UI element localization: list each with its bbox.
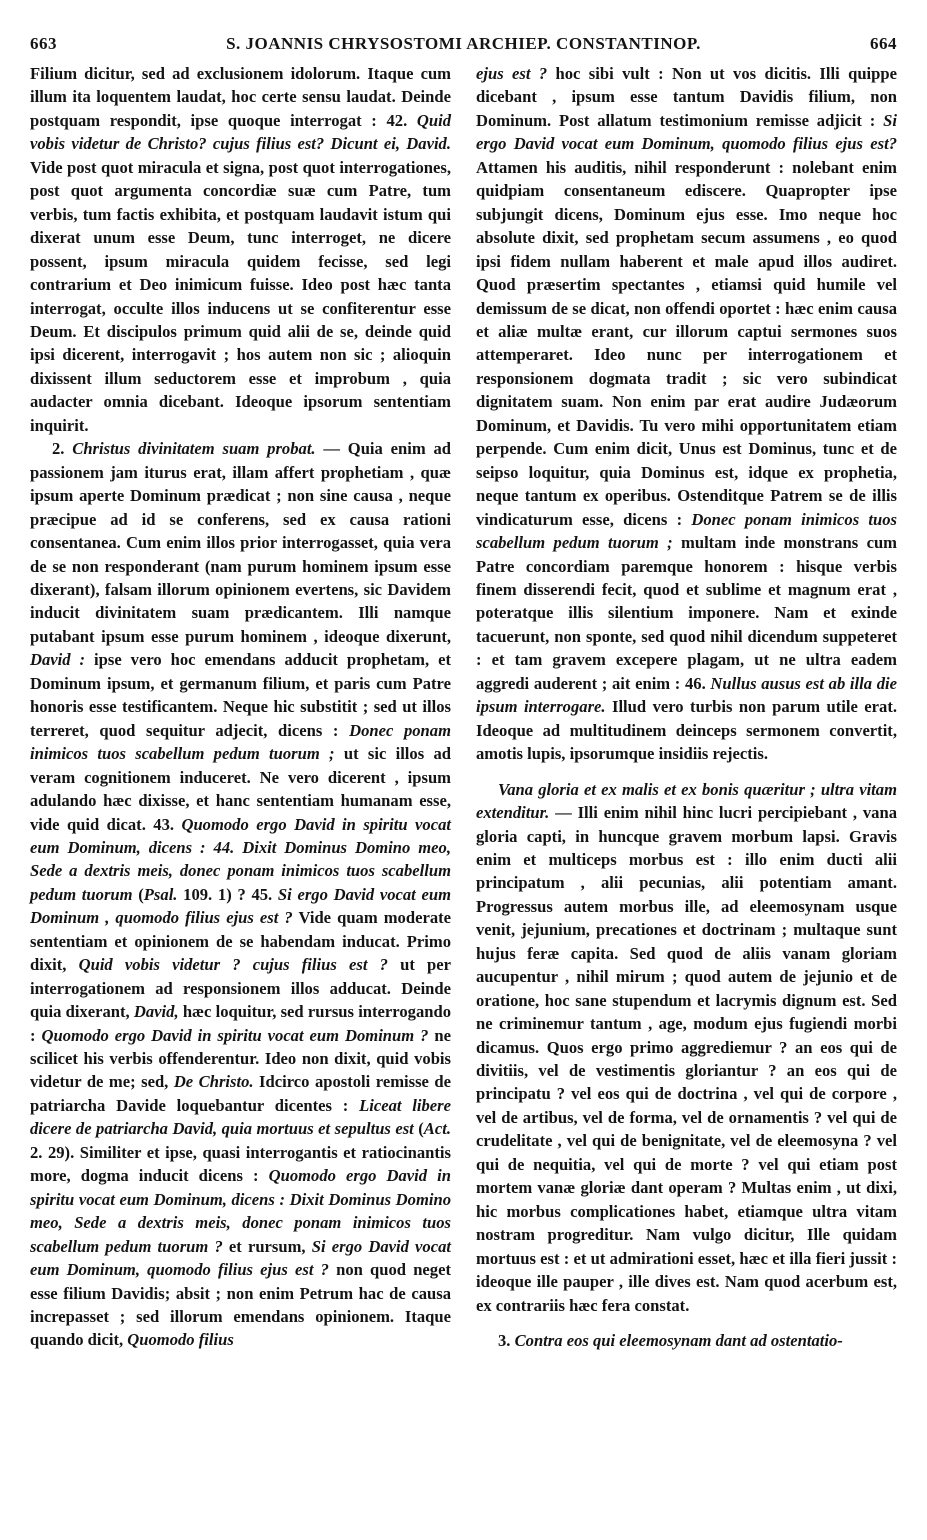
section-number: 3. [498,1331,515,1351]
running-title: S. JOANNIS CHRYSOSTOMI ARCHIEP. CONSTANTINOP. [226,34,701,53]
paragraph-section-2: 2. Christus divinitatem suam probat. — Quia enim ad passionem jam iturus erat, illam affert prophetiam , quæ ipsum aperte Dominum prædicat ; non sine causa , neque præcipue ad id se conferens, sed ex causa rationi consentanea. Cum enim illos prior interrogasset, quia vera de se non responderant (nam purum hominem ipsum esse dixerant), falsam illorum opinionem evertens, sic Davidem inducit divinitatem suam prædicantem. Illi namque putabant ipsum esse purum hominem , ideoque dixerunt, David : ipse vero hoc emendans adducit prophetam, et Dominum ipsum, et germanum filium, et paris cum Patre honoris esse testificantem. Neque hic substitit ; sed ut illos terreret, quod sequitur adjecit, dicens : Donec ponam inimicos tuos scabellum pedum tuorum ; ut sic illos ad veram cognitionem induceret. Ne vero dicerent , ipsum adulando hæc dixisse, et hanc sententiam humanam esse, vide quid dicat. 43. Quomodo ergo David in spiritu vocat eum Dominum, dicens : 44. Dixit Dominus Domino meo, Sede a dextris meis, donec ponam inimicos tuos scabellum pedum tuorum (Psal. 109. 1) ? 45. Si ergo David vocat eum Dominum , quomodo filius ejus est ? Vide quam moderate sententiam et opinionem de se habendam inducat. Primo dixit, Quid vobis videtur ? cujus filius est ? ut per interrogationem ad responsionem illos adducat. Deinde quia dixerant, David, hæc loquitur, sed rursus interrogando : Quomodo ergo David in spiritu vocat eum Dominum ? ne scilicet his verbis offenderentur. Ideo non dixit, quid vobis videtur de me; sed, De Christo. Idcirco apostoli remisse de patriarcha Davide loquebantur dicentes : Liceat libere dicere de patriarcha David, quia mortuus et sepultus est (Act. 2. 29). Similiter et ipse, quasi interrogantis et ratiocinantis more, dogma inducit dicens : Quomodo ergo David in spiritu vocat eum Dominum, dicens : Dixit Dominus Domino meo, Sede a dextris meis, donec ponam inimicos tuos scabellum pedum tuorum ? et rursum, Si ergo David vocat eum Dominum, quomodo filius ejus est ? non quod neget esse filium Davidis; absit ; non enim Petrum hac de causa increpasset ; sed illorum emendans opinionem. Itaque quando dicit, Quomodo filius [30,439,452,1350]
section-heading: Christus divinitatem suam probat. [72,439,316,459]
page-number-right: 664 [870,34,897,53]
paragraph-continued: Filium dicitur, sed ad exclusionem idolorum. Itaque cum illum ita loquentem laudat, hoc certe sensu laudat. Deinde postquam respondit, ipse quoque interrogat : 42. Quid vobis videtur de Christo? cujus filius est? Dicunt ei, David. Vide post quot miracula et signa, post quot interrogationes, post quot argumenta concordiæ suæ cum Patre, tum verbis, tum factis exhibita, et postquam laudavit istum qui dixerat unum esse Deum, tunc interroget, ne dicere possent, ipsum miracula quidem fecisse, sed legi contrarium et Deo inimicum fuisse. Ideo post hæc tanta interrogat, occulte illos inducens ut se confiterentur esse Deum. Et discipulos primum quid alii de se, deinde quid ipsi dicerent, interrogavit ; hos autem non sic ; alioquin dixissent illum seductorem esse et improbum , quia audacter omnia dicebant. Ideoque ipsorum sententiam inquirit. [30,64,451,435]
section-number: 2. [52,439,73,459]
right-column [476,62,897,1352]
paragraph-section-3 [476,1329,897,1352]
paragraph-continued-right: ejus est ? hoc sibi vult : Non ut vos dicitis. Illi quippe dicebant , ipsum esse tantum Davidis filium, non Dominum. Post allatum testimonium remisse adjicit : Si ergo David vocat eum Dominum, quomodo filius ejus est? Attamen his auditis, nihil responderunt : nolebant enim quidpiam consentaneum ediscere. Quapropter ipse subjungit dicens, Dominum ejus esse. Imo neque hoc absolute dixit, sed prophetam secum assumens , eo quod ipsi fidem nullam haberent et male apud illos audiret. Quod præsertim spectantes , etiamsi quid humile vel demissum de se dicat, non offendi oportet : hæc enim causa et aliæ multæ erant, cur illorum captui sermones suos attemperaret. Ideo nunc per interrogationem et responsionem dogmata tradit ; sic vero subindicat dignitatem suam. Non enim par erat audire Judæorum Dominum, et Davidis. Tu vero mihi opportunitatem etiam perpende. Cum enim dicit, Unus est Dominus, tunc et de seipso loquitur, quia Dominus est, idque ex prophetia, neque tantum ex operibus. Ostenditque Patrem se de illis vindicaturum esse, dicens : Donec ponam inimicos tuos scabellum pedum tuorum ; multam inde monstrans cum Patre concordiam paremque honorem : hisque verbis finem disserendi fecit, quod et sublime et magnum erat , poteratque illis silentium imponere. Nam et exinde tacuerunt, non sponte, sed quod nihil dicendum suppeteret : et tam gravem excepere plagam, ut ne ultra eadem aggredi auderent ; ait enim : 46. Nullus ausus est ab illa die ipsum interrogare. Illud vero turbis non parum utile erat. Ideoque ad multitudinem deinceps sermonem convertit, amotis lupis, ipsorumque insidiis rejectis. [476,64,898,764]
paragraph-vana-gloria: Vana gloria et ex malis et ex bonis quæritur ; ultra vitam extenditur. — Illi enim nihil hinc lucri percipiebant , vana gloria capti, in huncque gravem morbum lapsi. Gravis enim et multiceps morbus est : illo enim ducti alii principatum , alii pecunias, alii potentiam amant. Progressus autem morbus ille, ad eleemosynam usque venit, jejunium, precationes et doctrinam ; multaque sunt hujus feræ capita. Sed quod de aliis vanam gloriam aucupentur , nihil mirum ; quod autem de jejunio et de oratione, hoc sane stupendum et lacrymis dignum est. Sed ne criminemur tantum , age, modum ejus fugiendi morbi dicamus. Quos ergo primo aggrediemur ? an eos qui de divitiis, vel de vestimentis gloriantur ? an eos qui de principatu ? vel eos qui de doctrina , vel qui de corpore , vel de artibus, vel de forma, vel de ornamentis ? vel qui de crudelitate , vel qui de benignitate, vel de eleemosyna ? vel qui de nequitia, vel qui de morte ? vel qui etiam post mortem vanæ gloriæ dant operam ? Multas enim , ut dixi, hic morbus complicationes habet, etiamque ultra vitam nostram progreditur. Nam vulgo dicitur, Ille quidam mortuus est : et ut admirationi esset, hæc et illa fieri jussit : ideoque ille pauper , ille dives est. Nam quod acerbum est, ex contrariis hæc fera constat. [476,779,897,1315]
section-heading: Vana gloria et ex malis et ex bonis quæritur ; ultra vitam extenditur. [476,779,897,823]
section-heading: Contra eos qui eleemosynam dant ad ostentatio- [514,1331,843,1351]
left-column [30,62,451,1352]
page-number-left: 663 [30,34,57,53]
book-page [30,0,897,1540]
page-header [30,34,897,58]
